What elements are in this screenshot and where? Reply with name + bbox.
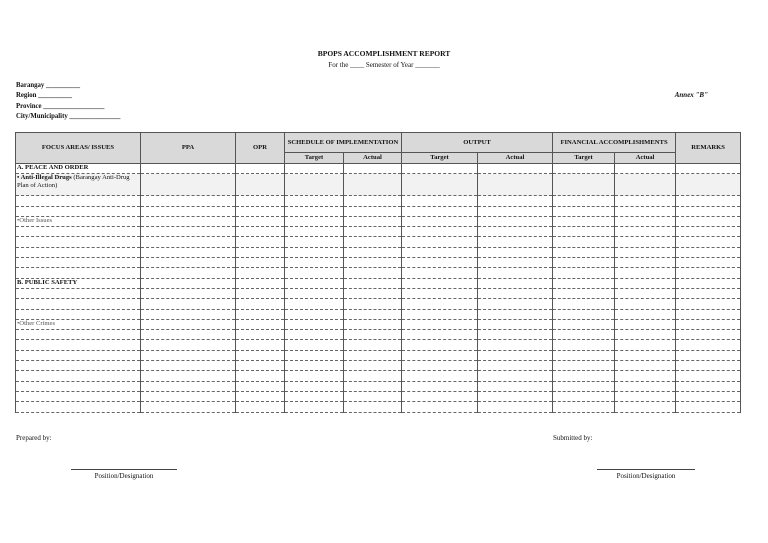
submitted-by-label: Submitted by: xyxy=(553,434,593,442)
annex-label: Annex "B" xyxy=(674,91,708,99)
header-remarks: REMARKS xyxy=(676,133,741,164)
table-row xyxy=(16,268,741,278)
table-row xyxy=(16,330,741,340)
header-opr: OPR xyxy=(236,133,285,164)
submitted-position-label: Position/Designation xyxy=(616,472,676,480)
prepared-position-label: Position/Designation xyxy=(94,472,154,480)
header-schedule: SCHEDULE OF IMPLEMENTATION xyxy=(285,133,402,153)
accomplishment-table xyxy=(15,132,741,413)
table-row xyxy=(16,371,741,381)
table-row xyxy=(16,174,741,196)
barangay-field[interactable]: Barangay __________ xyxy=(16,82,81,89)
header-output: OUTPUT xyxy=(402,133,553,153)
report-title: BPOPS ACCOMPLISHMENT REPORT xyxy=(317,49,451,58)
table-row xyxy=(16,350,741,360)
item-anti-illegal-drugs-note: (Barangay Anti-Drug Plan of Action) xyxy=(17,174,130,189)
header-financial-actual: Actual xyxy=(615,153,676,164)
header-financial-target: Target xyxy=(553,153,615,164)
table-row xyxy=(16,258,741,268)
region-field[interactable]: Region __________ xyxy=(16,92,73,100)
table-row xyxy=(16,216,741,226)
table-row xyxy=(16,288,741,298)
table-row xyxy=(16,164,741,174)
header-ppa: PPA xyxy=(141,133,236,164)
table-row xyxy=(16,340,741,350)
item-other-issues: •Other Issues xyxy=(16,216,141,226)
table-row xyxy=(16,278,741,288)
location-info xyxy=(16,81,120,122)
table-row xyxy=(16,319,741,329)
prepared-signature-line[interactable] xyxy=(71,469,177,470)
city-field[interactable]: City/Municipality _______________ xyxy=(16,112,121,120)
report-subtitle: For the ____ Semester of Year _______ xyxy=(328,61,440,69)
section-peace-and-order: A. PEACE AND ORDER xyxy=(16,164,141,174)
header-schedule-target: Target xyxy=(285,153,344,164)
header-schedule-actual: Actual xyxy=(344,153,402,164)
prepared-by-label: Prepared by: xyxy=(16,434,52,442)
header-output-actual: Actual xyxy=(478,153,553,164)
item-anti-illegal-drugs-label: • Anti-Illegal Drugs xyxy=(17,174,72,182)
table-row xyxy=(16,381,741,391)
submitted-signature-line[interactable] xyxy=(597,469,695,470)
table-row xyxy=(16,227,741,237)
item-anti-illegal-drugs xyxy=(16,174,141,196)
header-output-target: Target xyxy=(402,153,478,164)
table-row xyxy=(16,247,741,257)
province-field[interactable]: Province __________________ xyxy=(16,102,105,110)
table-row xyxy=(16,391,741,401)
item-other-crimes: •Other Crimes xyxy=(16,319,141,329)
table-row xyxy=(16,309,741,319)
table-body xyxy=(16,164,741,413)
table-row xyxy=(16,299,741,309)
header-financial: FINANCIAL ACCOMPLISHMENTS xyxy=(553,133,676,153)
table-row xyxy=(16,237,741,247)
header-focus-areas: FOCUS AREAS/ ISSUES xyxy=(16,133,141,164)
section-public-safety: B. PUBLIC SAFETY xyxy=(16,278,141,288)
table-row xyxy=(16,196,741,206)
table-row xyxy=(16,206,741,216)
table-row xyxy=(16,402,741,412)
table-row xyxy=(16,361,741,371)
